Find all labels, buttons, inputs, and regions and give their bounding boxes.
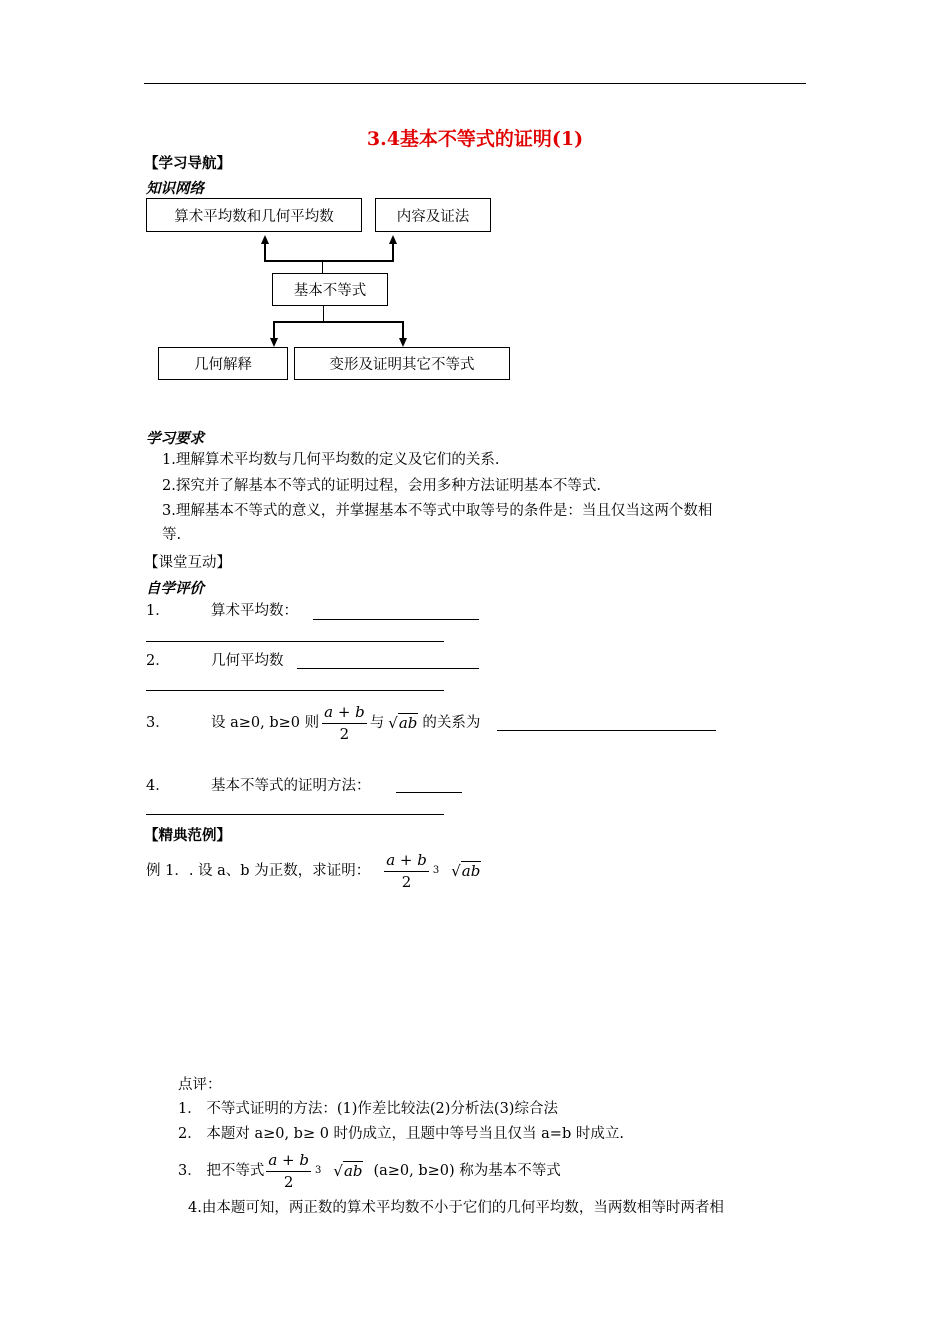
comment-3 [178,1146,561,1196]
nav-heading: 【学习导航】 [144,155,231,172]
q1-answer-blank[interactable] [313,619,479,620]
example-1-sqrt-radicand: ab [461,862,481,880]
box-center: 基本不等式 [272,273,388,306]
comment-2: 2． 本题对 a≥0, b≥ 0 时仍成立，且题中等号当且仅当 a=b 时成立. [178,1126,624,1142]
comment-3-sqrt: √ab [333,1162,363,1180]
comment-4: 4.由本题可知，两正数的算术平均数不小于它们的几何平均数，当两数相等时两者相 [188,1200,724,1216]
connector-top-stem [322,260,323,273]
q4-number: 4． [146,778,170,794]
connector-up-left [264,243,266,261]
box-am-gm: 算术平均数和几何平均数 [146,198,362,232]
connector-bottom-stem [323,306,324,322]
comment-1: 1． 不等式证明的方法：(1)作差比较法(2)分析法(3)综合法 [178,1101,558,1117]
requirement-3: 3.理解基本不等式的意义，并掌握基本不等式中取等号的条件是：当且仅当这两个数相 [162,503,713,519]
comment-3-fraction-denominator: 2 [283,1172,294,1191]
requirement-2: 2.探究并了解基本不等式的证明过程，会用多种方法证明基本不等式. [162,478,601,494]
connector-bottom-bar [273,321,404,323]
requirement-1: 1.理解算术平均数与几何平均数的定义及它们的关系. [162,452,500,468]
q3-post: 的关系为 [422,715,481,731]
q3-fraction-denominator: 2 [339,724,350,743]
q4-answer-blank[interactable] [396,792,462,793]
knowledge-label: 知识网络 [146,180,204,197]
example-1-fraction-numerator: a + b [384,851,429,872]
arrow-down-right [399,338,407,347]
comment-3-pre: 3． 把不等式 [178,1163,265,1179]
example-1-fraction [384,851,429,892]
example-1-fraction-denominator: 2 [401,872,412,891]
q3-sqrt: √ab [388,714,418,732]
comment-label: 点评： [178,1077,222,1093]
q1-text: 算术平均数： [211,603,298,619]
q2-number: 2． [146,653,170,669]
q3-pre: 设 a≥0, b≥0 则 [211,715,320,731]
q3-fraction-numerator: a + b [322,703,367,724]
q1-number: 1． [146,603,170,619]
comment-3-fraction-numerator: a + b [266,1151,311,1172]
self-eval-label: 自学评价 [146,580,204,597]
q2-answer-blank[interactable] [297,668,479,669]
comment-3-fraction [266,1151,311,1192]
example-1-sqrt: √ab [451,862,481,880]
q3-mid: 与 [369,715,385,731]
class-heading: 【课堂互动】 [144,555,231,571]
arrow-down-left [270,338,278,347]
example-1-text: 例 1．. 设 a、b 为正数，求证明： [146,863,371,879]
q1-answer-line-2[interactable] [146,641,444,642]
q3-line [211,698,480,748]
connector-down-left [273,321,275,339]
connector-up-right [392,243,394,261]
q3-number: 3． [146,715,170,731]
box-content-proof: 内容及证法 [375,198,491,232]
comment-3-sqrt-radicand: ab [343,1162,363,1180]
q2-text: 几何平均数 [211,653,284,669]
page-title: 3.4基本不等式的证明(1) [366,128,584,150]
examples-heading: 【精典范例】 [144,827,231,844]
box-transform: 变形及证明其它不等式 [294,347,510,380]
comment-3-symbol: 3 [315,1165,322,1176]
example-1-symbol: 3 [432,865,440,876]
comment-3-post: (a≥0, b≥0) 称为基本不等式 [373,1163,561,1179]
q3-fraction [322,703,367,744]
requirement-3-cont: 等. [162,527,182,543]
q2-answer-line-2[interactable] [146,690,444,691]
q4-text: 基本不等式的证明方法： [211,778,371,794]
q3-sqrt-radicand: ab [398,714,418,732]
top-rule [144,83,806,84]
box-geometric: 几何解释 [158,347,288,380]
connector-top-bar [264,260,394,262]
example-1 [146,846,481,896]
requirements-label: 学习要求 [146,430,204,447]
q3-answer-blank[interactable] [497,730,716,731]
connector-down-right [402,321,404,339]
q4-answer-line-2[interactable] [146,814,444,815]
